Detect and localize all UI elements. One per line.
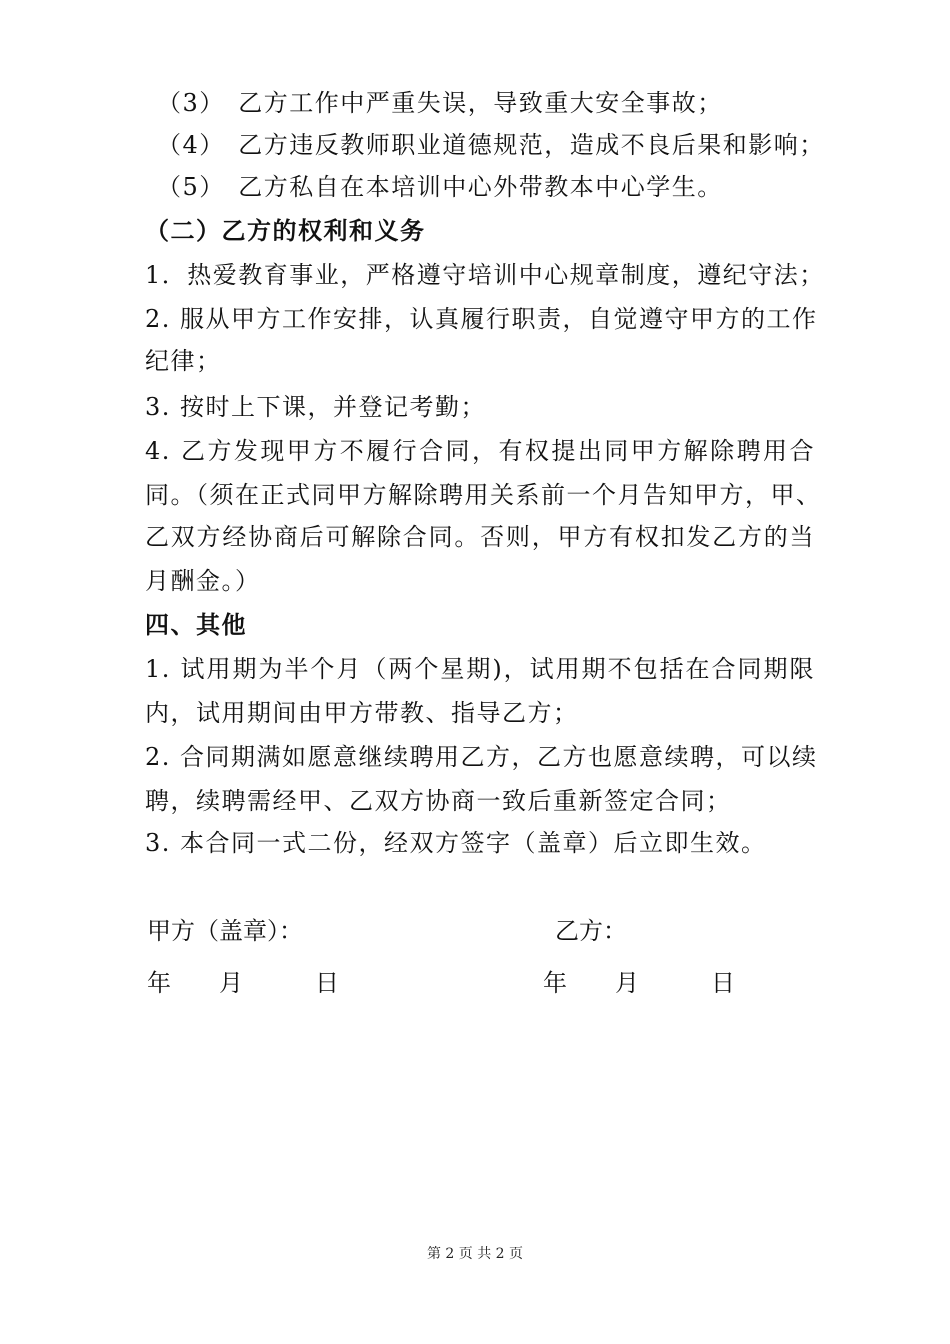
- clause-item-3: （3） 乙方工作中严重失误，导致重大安全事故；: [157, 89, 723, 117]
- other-paragraph-1-line-1: 1. 试用期为半个月（两个星期)，试用期不包括在合同期限: [145, 655, 815, 683]
- clause-item-4: （4） 乙方违反教师职业道德规范，造成不良后果和影响；: [157, 131, 825, 159]
- clause-item-5: （5） 乙方私自在本培训中心外带教本中心学生。: [157, 173, 723, 201]
- party-b-date: 年 月 日: [543, 969, 735, 997]
- other-paragraph-2-line-2: 聘，续聘需经甲、乙双方协商一致后重新签定合同；: [145, 787, 732, 815]
- rights-paragraph-4-line-3: 乙双方经协商后可解除合同。否则，甲方有权扣发乙方的当: [145, 523, 815, 551]
- other-paragraph-3: 3. 本合同一式二份，经双方签字（盖章）后立即生效。: [145, 829, 767, 857]
- rights-paragraph-4-line-2: 同。（须在正式同甲方解除聘用关系前一个月告知甲方，甲、: [145, 481, 822, 509]
- rights-paragraph-4-line-1: 4. 乙方发现甲方不履行合同，有权提出同甲方解除聘用合: [145, 437, 815, 465]
- page-number-footer: 第 2 页 共 2 页: [426, 1246, 524, 1262]
- section-heading-rights: （二）乙方的权利和义务: [145, 217, 426, 245]
- party-a-date: 年 月 日: [147, 969, 339, 997]
- other-paragraph-2-line-1: 2. 合同期满如愿意继续聘用乙方，乙方也愿意续聘，可以续: [145, 743, 818, 771]
- rights-paragraph-4-line-4: 月酬金。）: [145, 567, 261, 595]
- section-heading-other: 四、其他: [145, 611, 247, 639]
- rights-paragraph-2-line-2: 纪律；: [145, 347, 222, 375]
- party-a-label: 甲方（盖章）：: [147, 917, 303, 945]
- rights-paragraph-1: 1．热爱教育事业，严格遵守培训中心规章制度，遵纪守法；: [145, 261, 825, 289]
- other-paragraph-1-line-2: 内，试用期间由甲方带教、指导乙方；: [145, 699, 579, 727]
- party-b-label: 乙方：: [555, 917, 627, 945]
- rights-paragraph-2-line-1: 2. 服从甲方工作安排，认真履行职责，自觉遵守甲方的工作: [145, 305, 818, 333]
- rights-paragraph-3: 3. 按时上下课，并登记考勤；: [145, 393, 487, 421]
